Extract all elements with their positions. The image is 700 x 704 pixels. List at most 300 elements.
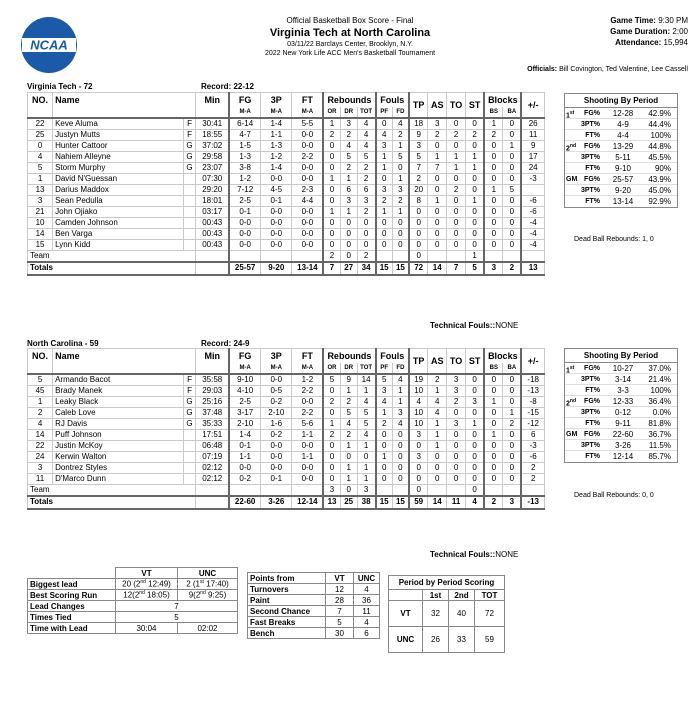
matchup-title: Virginia Tech at North Carolina	[269, 27, 431, 39]
stat-cell: 0	[465, 118, 484, 130]
stat-cell: 1	[465, 195, 484, 206]
sub-header-pf: PF	[376, 107, 393, 118]
stat-cell: 2	[28, 407, 53, 418]
sbp-title: Shooting By Period	[565, 349, 677, 363]
stat-cell: 4	[28, 418, 53, 429]
stat-cell: 0	[484, 385, 503, 396]
stat-cell: 37:48	[196, 407, 229, 418]
stat-cell: 0	[484, 206, 503, 217]
stat-cell: 29:20	[196, 184, 229, 195]
col-header-ft: FT	[292, 349, 323, 363]
player-row	[28, 462, 545, 473]
stat-cell: 1	[340, 385, 357, 396]
stat-cell: 0	[447, 407, 466, 418]
stat-cell: 0	[465, 217, 484, 228]
stat-cell: -4	[521, 217, 544, 228]
total-cell: 25	[340, 496, 357, 509]
stat-cell: 0-0	[292, 173, 323, 184]
sub-header-fd: FD	[392, 363, 409, 374]
player-row	[28, 140, 545, 151]
stat-cell: 4	[357, 140, 375, 151]
stat-cell: 4	[28, 151, 53, 162]
stat-cell: 17:51	[196, 429, 229, 440]
stat-cell: 0	[484, 173, 503, 184]
stat-cell: 1-4	[261, 162, 292, 173]
stat-cell: 0-0	[292, 473, 323, 484]
sub-header-pf: PF	[376, 363, 393, 374]
stat-cell: 0	[323, 473, 340, 484]
stat-cell: 0	[484, 462, 503, 473]
venue-line: 03/11/22 Barclays Center, Brooklyn, N.Y.	[287, 41, 413, 48]
stat-cell: 1	[465, 250, 484, 262]
stat-cell: 8	[409, 195, 428, 206]
stat-cell: 5	[340, 151, 357, 162]
stat-cell: 0	[465, 228, 484, 239]
player-name: Nahiem Alleyne	[53, 151, 184, 162]
total-cell: 14	[428, 496, 447, 509]
dead-ball-rebounds-vt: Dead Ball Rebounds: 1, 0	[574, 236, 654, 243]
stat-cell: 29:58	[196, 151, 229, 162]
stat-cell: 0-1	[229, 440, 260, 451]
stat-cell: 1	[392, 396, 409, 407]
stat-cell: 0-0	[292, 396, 323, 407]
stat-cell: 4	[357, 129, 375, 140]
total-cell: 15	[392, 496, 409, 509]
stat-cell: 0	[503, 151, 522, 162]
table-cell	[196, 363, 229, 374]
stat-cell: 3	[340, 195, 357, 206]
stat-cell: 0	[447, 228, 466, 239]
total-cell: 72	[409, 262, 428, 275]
stat-cell: 0-0	[292, 140, 323, 151]
stat-cell: 0	[28, 140, 53, 151]
stat-cell: 2-2	[292, 151, 323, 162]
stat-cell: 0	[447, 140, 466, 151]
stat-cell: 0	[503, 162, 522, 173]
stat-cell: 4	[340, 140, 357, 151]
stat-cell: 07:19	[196, 451, 229, 462]
stat-cell: -13	[521, 385, 544, 396]
stat-cell: 3	[465, 396, 484, 407]
stat-cell: F	[183, 374, 196, 386]
stat-cell: 0	[323, 440, 340, 451]
stat-cell: 0	[465, 462, 484, 473]
stat-cell: 14	[357, 374, 375, 386]
stat-cell: 0	[484, 217, 503, 228]
sbp-row: FT% 9-10 90%	[565, 163, 677, 174]
stat-cell: 2	[357, 173, 375, 184]
stat-cell: 02:12	[196, 462, 229, 473]
total-cell	[196, 496, 229, 509]
stat-cell	[196, 250, 229, 262]
stat-cell: 5-6	[292, 418, 323, 429]
stat-cell: 4-5	[261, 184, 292, 195]
stat-cell: 5	[357, 418, 375, 429]
stat-cell: 24	[28, 451, 53, 462]
game-flow-table: VT UNC Biggest lead 20 (2nd 12:49) 2 (1st 17:40) Best Scoring Run 12(2nd 18:05) 9(2nd 9:25) Lead Changes 7 Times Tied 5 Time with Lead 30:04 02:02	[27, 567, 238, 634]
stat-cell: 1	[428, 418, 447, 429]
stat-cell: 0	[340, 228, 357, 239]
stat-cell: 0	[447, 195, 466, 206]
stat-cell: 0	[503, 195, 522, 206]
table-cell	[53, 363, 196, 374]
total-cell: 3-26	[261, 496, 292, 509]
sbp-row: 1st FG% 12-28 42.9%	[565, 108, 677, 119]
stat-cell	[183, 440, 196, 451]
stat-cell: 0	[484, 440, 503, 451]
stat-cell: 0	[465, 473, 484, 484]
stat-cell: 0	[484, 473, 503, 484]
col-header-st: ST	[465, 349, 484, 374]
stat-cell: 1	[465, 418, 484, 429]
stat-cell: 2	[357, 162, 375, 173]
best-run-unc: 9(2nd 9:25)	[178, 590, 238, 601]
stat-cell: 0	[428, 217, 447, 228]
stat-cell: 3	[428, 118, 447, 130]
stat-cell: 2	[447, 129, 466, 140]
stat-cell: 0	[392, 451, 409, 462]
stat-cell: 5	[376, 374, 393, 386]
col-header-as: AS	[428, 93, 447, 118]
stat-cell: 1	[28, 173, 53, 184]
stat-cell: 2	[392, 195, 409, 206]
totals-label: Totals	[28, 262, 196, 275]
stat-cell: 3	[28, 195, 53, 206]
stat-cell	[183, 184, 196, 195]
stat-cell: 7	[428, 162, 447, 173]
sbp-row: 3PT% 5-11 45.5%	[565, 152, 677, 163]
stat-cell: 0	[323, 195, 340, 206]
stat-cell: 1	[340, 173, 357, 184]
stat-cell: 4-7	[229, 129, 260, 140]
stat-cell: 00:43	[196, 228, 229, 239]
stat-cell: 6	[521, 429, 544, 440]
stat-cell: 0-0	[292, 206, 323, 217]
biggest-lead-vt: 20 (2nd 12:49)	[116, 579, 178, 590]
stat-cell: 0	[503, 239, 522, 250]
sub-header-dr: DR	[340, 107, 357, 118]
totals-row	[28, 496, 545, 509]
stat-cell: 4	[392, 418, 409, 429]
stat-cell: 0	[376, 228, 393, 239]
stat-cell: 0	[465, 239, 484, 250]
player-row	[28, 173, 545, 184]
stat-cell: 0-0	[229, 217, 260, 228]
stat-cell: 1-3	[229, 151, 260, 162]
stat-cell: 10	[409, 407, 428, 418]
stat-cell: 0-0	[261, 206, 292, 217]
stat-cell: 1	[428, 429, 447, 440]
stat-cell: 3	[447, 418, 466, 429]
stat-cell: 1	[392, 385, 409, 396]
stat-cell: 0	[376, 217, 393, 228]
stat-cell: 0-0	[261, 217, 292, 228]
stat-cell: 7	[409, 162, 428, 173]
player-row	[28, 451, 545, 462]
stat-cell: 0	[323, 228, 340, 239]
player-row	[28, 440, 545, 451]
stat-cell: 5	[392, 151, 409, 162]
stat-cell: G	[183, 151, 196, 162]
stat-cell	[521, 184, 544, 195]
stat-cell: 0	[484, 151, 503, 162]
player-name: Brady Manek	[53, 385, 184, 396]
table-cell	[28, 363, 53, 374]
stat-cell: 1	[340, 473, 357, 484]
stat-cell: 0	[340, 484, 357, 496]
stat-cell: 0-0	[292, 440, 323, 451]
stat-cell: 0	[392, 217, 409, 228]
stat-cell: -4	[521, 228, 544, 239]
totals-row	[28, 262, 545, 275]
col-header-rebounds: Rebounds	[323, 349, 375, 363]
player-name: Storm Murphy	[53, 162, 184, 173]
stat-cell: 0	[503, 118, 522, 130]
stat-cell: 5	[357, 151, 375, 162]
stat-cell	[183, 239, 196, 250]
stat-cell: 1-2	[292, 374, 323, 386]
player-row	[28, 228, 545, 239]
sub-header-tot: TOT	[357, 107, 375, 118]
stat-cell: 10	[409, 385, 428, 396]
stat-cell: 0-2	[261, 396, 292, 407]
stat-cell: 2	[447, 396, 466, 407]
stat-cell: 0	[465, 385, 484, 396]
stat-cell: 15	[28, 239, 53, 250]
player-row	[28, 473, 545, 484]
sbp-row: FT% 3-3 100%	[565, 385, 677, 396]
player-row	[28, 151, 545, 162]
player-name: Kerwin Walton	[53, 451, 184, 462]
player-name: Hunter Cattoor	[53, 140, 184, 151]
sub-header-ma: M-A	[261, 107, 292, 118]
stat-cell: 37:02	[196, 140, 229, 151]
stat-cell	[183, 429, 196, 440]
stat-cell: G	[183, 396, 196, 407]
officials: Officials: Bill Covington, Ted Valentine, Lee Cassell	[527, 66, 688, 73]
player-name: Ben Varga	[53, 228, 184, 239]
stat-cell: 1-2	[229, 173, 260, 184]
sub-header-or: OR	[323, 363, 340, 374]
stat-cell: 0	[409, 206, 428, 217]
sub-header-bs: BS	[484, 363, 503, 374]
stat-cell: 2	[409, 173, 428, 184]
stat-cell: 45	[28, 385, 53, 396]
stat-cell: 0	[428, 473, 447, 484]
stat-cell: 0	[447, 118, 466, 130]
stat-cell	[261, 484, 292, 496]
stat-cell: 4	[409, 396, 428, 407]
sbp-row: GM FG% 22-60 36.7%	[565, 429, 677, 440]
stat-cell: 0	[392, 462, 409, 473]
stat-cell: 0-0	[261, 239, 292, 250]
player-row	[28, 118, 545, 130]
col-header-name: Name	[53, 349, 196, 363]
player-name: Armando Bacot	[53, 374, 184, 386]
stat-cell: 4	[428, 407, 447, 418]
stat-cell: 11	[28, 473, 53, 484]
player-name: Justyn Mutts	[53, 129, 184, 140]
total-cell: 3	[484, 262, 503, 275]
team-row	[28, 484, 545, 496]
stat-cell: 1	[428, 195, 447, 206]
player-row	[28, 195, 545, 206]
col-header-fouls: Fouls	[376, 93, 409, 107]
stat-cell: 1	[503, 140, 522, 151]
stat-cell: 3	[376, 140, 393, 151]
total-cell: -13	[521, 496, 544, 509]
stat-cell: 1-5	[229, 140, 260, 151]
total-cell: 12-14	[292, 496, 323, 509]
stat-cell: 2	[323, 250, 340, 262]
stat-cell: 06:48	[196, 440, 229, 451]
stat-cell: 0	[503, 462, 522, 473]
col-header-name: Name	[53, 93, 196, 107]
totals-label: Totals	[28, 496, 196, 509]
stat-cell: 0-1	[261, 195, 292, 206]
stat-cell: 1-1	[292, 451, 323, 462]
stat-cell: 0-0	[292, 462, 323, 473]
stat-cell: 6	[357, 184, 375, 195]
sub-header-fd: FD	[392, 107, 409, 118]
stat-cell: 0	[465, 206, 484, 217]
stat-cell: 9	[340, 374, 357, 386]
dead-ball-rebounds-unc: Dead Ball Rebounds: 0, 0	[574, 492, 654, 499]
col-header-blocks: Blocks	[484, 93, 521, 107]
total-cell: 25-57	[229, 262, 260, 275]
stat-cell	[183, 451, 196, 462]
stat-cell: 1	[376, 151, 393, 162]
stat-cell: 0	[465, 407, 484, 418]
stat-cell: 25:16	[196, 396, 229, 407]
stat-cell: 4	[392, 374, 409, 386]
sub-header-ma: M-A	[229, 107, 260, 118]
stat-cell: 17	[521, 151, 544, 162]
col-header-3p: 3P	[261, 93, 292, 107]
stat-cell: 0-0	[261, 374, 292, 386]
sbp-row: 1st FG% 10-27 37.0%	[565, 363, 677, 374]
col-header-as: AS	[428, 349, 447, 374]
stat-cell: 9-10	[229, 374, 260, 386]
stat-cell: 2-10	[261, 407, 292, 418]
stat-cell: 13	[28, 184, 53, 195]
box-score-table-vt	[27, 92, 545, 276]
game-info: Game Time: 9:30 PM Game Duration: 2:00 Attendance: 15,994	[610, 16, 688, 47]
stat-cell: G	[183, 140, 196, 151]
stat-cell: 1-6	[261, 418, 292, 429]
game-duration: 2:00	[672, 27, 688, 36]
player-row	[28, 129, 545, 140]
player-name: Justin McKoy	[53, 440, 184, 451]
stat-cell: 4	[357, 429, 375, 440]
player-name: Lynn Kidd	[53, 239, 184, 250]
player-row	[28, 429, 545, 440]
stat-cell: 0	[409, 462, 428, 473]
stat-cell: 3-17	[229, 407, 260, 418]
stat-cell: 7-12	[229, 184, 260, 195]
total-cell: 7	[447, 262, 466, 275]
col-header-ft: FT	[292, 93, 323, 107]
team-heading-unc: North Carolina - 59 Record: 24-9	[27, 339, 250, 348]
stat-cell: 0	[323, 385, 340, 396]
svg-text:NCAA: NCAA	[30, 37, 68, 53]
stat-cell: 2	[340, 162, 357, 173]
stat-cell: 0	[503, 374, 522, 386]
stat-cell: 0	[465, 484, 484, 496]
stat-cell: 2	[376, 418, 393, 429]
col-header-plus-minus: +/-	[521, 93, 544, 118]
stat-cell: 2-10	[229, 418, 260, 429]
total-cell: 15	[376, 262, 393, 275]
stat-cell: 4-10	[229, 385, 260, 396]
stat-cell: 0	[447, 217, 466, 228]
stat-cell: 1	[465, 162, 484, 173]
player-name: D'Marco Dunn	[53, 473, 184, 484]
stat-cell: 0	[376, 473, 393, 484]
stat-cell	[521, 250, 544, 262]
stat-cell	[292, 250, 323, 262]
stat-cell: 0	[392, 440, 409, 451]
stat-cell: 1	[323, 173, 340, 184]
stat-cell: 2	[340, 429, 357, 440]
stat-cell	[183, 473, 196, 484]
stat-cell: -3	[521, 440, 544, 451]
sbp-row: FT% 12-14 85.7%	[585, 452, 671, 461]
stat-cell: 0	[503, 217, 522, 228]
stat-cell: 2	[376, 195, 393, 206]
stat-cell: 1	[428, 151, 447, 162]
best-run-vt: 12(2nd 18:05)	[116, 590, 178, 601]
biggest-lead-unc: 2 (1st 17:40)	[178, 579, 238, 590]
stat-cell: 5-5	[292, 118, 323, 130]
sub-header-ma: M-A	[292, 107, 323, 118]
stat-cell: 1	[376, 407, 393, 418]
player-name: Camden Johnson	[53, 217, 184, 228]
sbp-title: Shooting By Period	[565, 94, 677, 108]
stat-cell: 2	[503, 418, 522, 429]
stat-cell: 0	[465, 173, 484, 184]
stat-cell: 1	[323, 206, 340, 217]
stat-cell: 10	[28, 217, 53, 228]
stat-cell: 4	[340, 418, 357, 429]
stat-cell: 0	[428, 228, 447, 239]
stat-cell: 0	[323, 462, 340, 473]
stat-cell	[292, 484, 323, 496]
stat-cell: 3	[376, 385, 393, 396]
stat-cell: 3	[447, 385, 466, 396]
player-row	[28, 396, 545, 407]
col-header-fg: FG	[229, 93, 260, 107]
stat-cell: 30:41	[196, 118, 229, 130]
sbp-row: 3PT% 3-26 11.5%	[565, 440, 677, 451]
stat-cell: 18:55	[196, 129, 229, 140]
total-cell: 2	[503, 262, 522, 275]
sbp-row: 3PT% 9-20 45.0%	[565, 185, 677, 196]
stat-cell: G	[183, 407, 196, 418]
stat-cell: 0-0	[229, 462, 260, 473]
stat-cell: 1-4	[261, 118, 292, 130]
stat-cell: 1	[357, 473, 375, 484]
stat-cell: 2	[484, 129, 503, 140]
col-header-blocks: Blocks	[484, 349, 521, 363]
sbp-row: 3PT% 4-9 44.4%	[565, 119, 677, 130]
player-name: Darius Maddox	[53, 184, 184, 195]
stat-cell: 0	[503, 206, 522, 217]
stat-cell: G	[183, 162, 196, 173]
player-row	[28, 418, 545, 429]
stat-cell: 0	[392, 239, 409, 250]
stat-cell: 0	[484, 407, 503, 418]
